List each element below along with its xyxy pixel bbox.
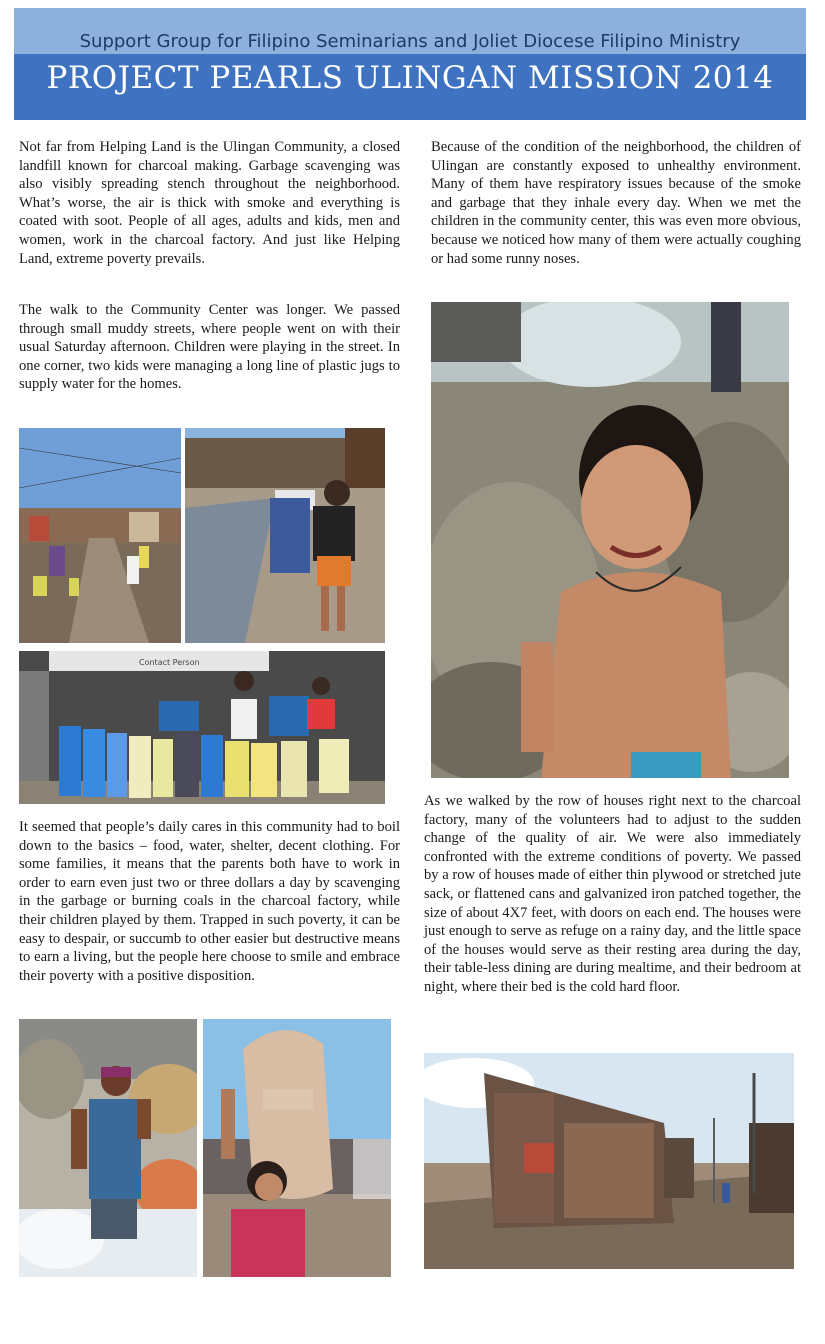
photo-shanty-houses [424, 1053, 794, 1269]
photo-smiling-boy [431, 302, 789, 778]
paragraph-daily-cares: It seemed that people’s daily cares in this community had to boil down to the basics – food, water, shelter, decent clothing. For some families, it means that the parents both have to work in order to earn even just two or three dollars a day by scavenging in the garbage or burning coals in the charcoal factory, while their children played by them. Trapped in such poverty, it can be easy to despair, or succumb to other easier but destructive means to earn a living, but the people here choose to smile and embrace their poverty with a positive disposition. [19, 819, 400, 984]
photo-water-jugs [19, 651, 385, 804]
paragraph-children-health: Because of the condition of the neighborhood, the children of Ulingan are constantly exposed to unhealthy environment. Many of them have respiratory issues because of the smoke and garbage that they inhale every day. When we met the children in the community center, this was even more obvious, because we noticed how many of them were actually coughing or had some runny noses. [431, 139, 801, 267]
paragraph-walk: The walk to the Community Center was longer. We passed through small muddy streets, where people went on with their usual Saturday afternoon. Children were playing in the street. In one corner, two kids were managing a long line of plastic jugs to supply water for the homes. [19, 302, 400, 393]
photo-muddy-street [19, 428, 181, 643]
header-banner [14, 8, 806, 120]
header-title: PROJECT PEARLS ULINGAN MISSION 2014 [46, 60, 774, 96]
photo-girl-carrying-sack [203, 1019, 391, 1277]
photo-sign-text: Contact Person [139, 658, 200, 667]
photo-girl-carrying-bag [185, 428, 385, 643]
paragraph-ulingan-intro: Not far from Helping Land is the Ulingan Community, a closed landfill known for charcoal making. Garbage scavenging was also visibly spreading stench throughout the neighborhood. What’s worse, the air is thick with smoke and everything is coated with soot. People of all ages, adults and kids, men and women, work in the charcoal factory. And just like Helping Land, extreme poverty prevails. [19, 139, 400, 267]
paragraph-row-of-houses: As we walked by the row of houses right next to the charcoal factory, many of the volunteers had to adjust to the sudden change of the quality of air. We were also immediately confronted with the extreme conditions of poverty. We passed by a row of houses made of either thin plywood or stretched jute sack, or flattened cans and galvanized iron patched together, the size of about 4X7 feet, with doors on each end. The houses were just enough to serve as refuge on a rainy day, and the little space of the houses would serve as their resting area during the day, their table-less dining are during mealtime, and their bedroom at night, where their bed is the cold hard floor. [424, 793, 801, 995]
header-subtitle: Support Group for Filipino Seminarians and Joliet Diocese Filipino Ministry [79, 31, 741, 52]
photo-man-scavenging [19, 1019, 197, 1277]
